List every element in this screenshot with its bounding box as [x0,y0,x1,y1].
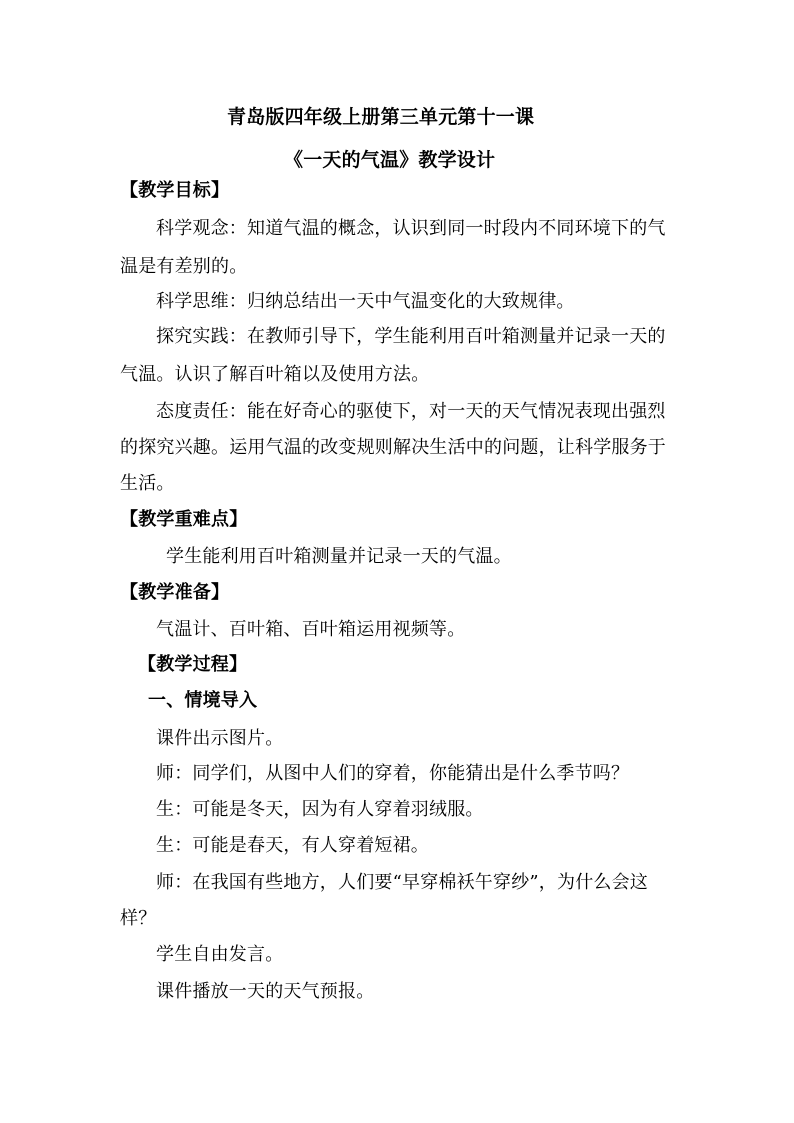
key-points-text: 学生能利用百叶箱测量并记录一天的气温。 [166,546,512,567]
objective-4-line-c: 生活。 [120,473,175,494]
prep-text: 气温计、百叶箱、百叶箱运用视频等。 [156,619,466,640]
title-line-2: 《一天的气温》教学设计 [284,149,496,171]
objective-4-line-a: 态度责任：能在好奇心的驱使下，对一天的天气情况表现出强烈 [156,401,666,422]
paragraph-2: 师：同学们，从图中人们的穿着，你能猜出是什么季节吗？ [156,763,630,784]
paragraph-7: 课件播放一天的天气预报。 [156,981,375,1002]
objective-4-line-b: 的探究兴趣。运用气温的改变规则解决生活中的问题，让科学服务于 [120,437,666,458]
paragraph-1: 课件出示图片。 [156,728,284,749]
paragraph-3: 生：可能是冬天，因为有人穿着羽绒服。 [156,799,484,820]
title-line-1: 青岛版四年级上册第三单元第十一课 [227,106,535,128]
paragraph-5-line-b: 样？ [120,908,157,929]
paragraph-5-line-a: 师：在我国有些地方，人们要“早穿棉袄午穿纱”，为什么会这 [156,872,649,893]
objective-1-line-a: 科学观念：知道气温的概念，认识到同一时段内不同环境下的气 [156,218,666,239]
objectives-heading: 【教学目标】 [120,180,230,201]
step-1-heading: 一、情境导入 [148,690,258,711]
objective-2: 科学思维：归纳总结出一天中气温变化的大致规律。 [156,291,575,312]
paragraph-4: 生：可能是春天，有人穿着短裙。 [156,835,429,856]
key-points-heading: 【教学重难点】 [120,509,248,530]
process-heading: 【教学过程】 [138,654,248,675]
prep-heading: 【教学准备】 [120,582,230,603]
objective-1-line-b: 温是有差别的。 [120,256,248,277]
objective-3-line-b: 气温。认识了解百叶箱以及使用方法。 [120,364,430,385]
paragraph-6: 学生自由发言。 [156,944,284,965]
objective-3-line-a: 探究实践：在教师引导下，学生能利用百叶箱测量并记录一天的 [156,326,666,347]
